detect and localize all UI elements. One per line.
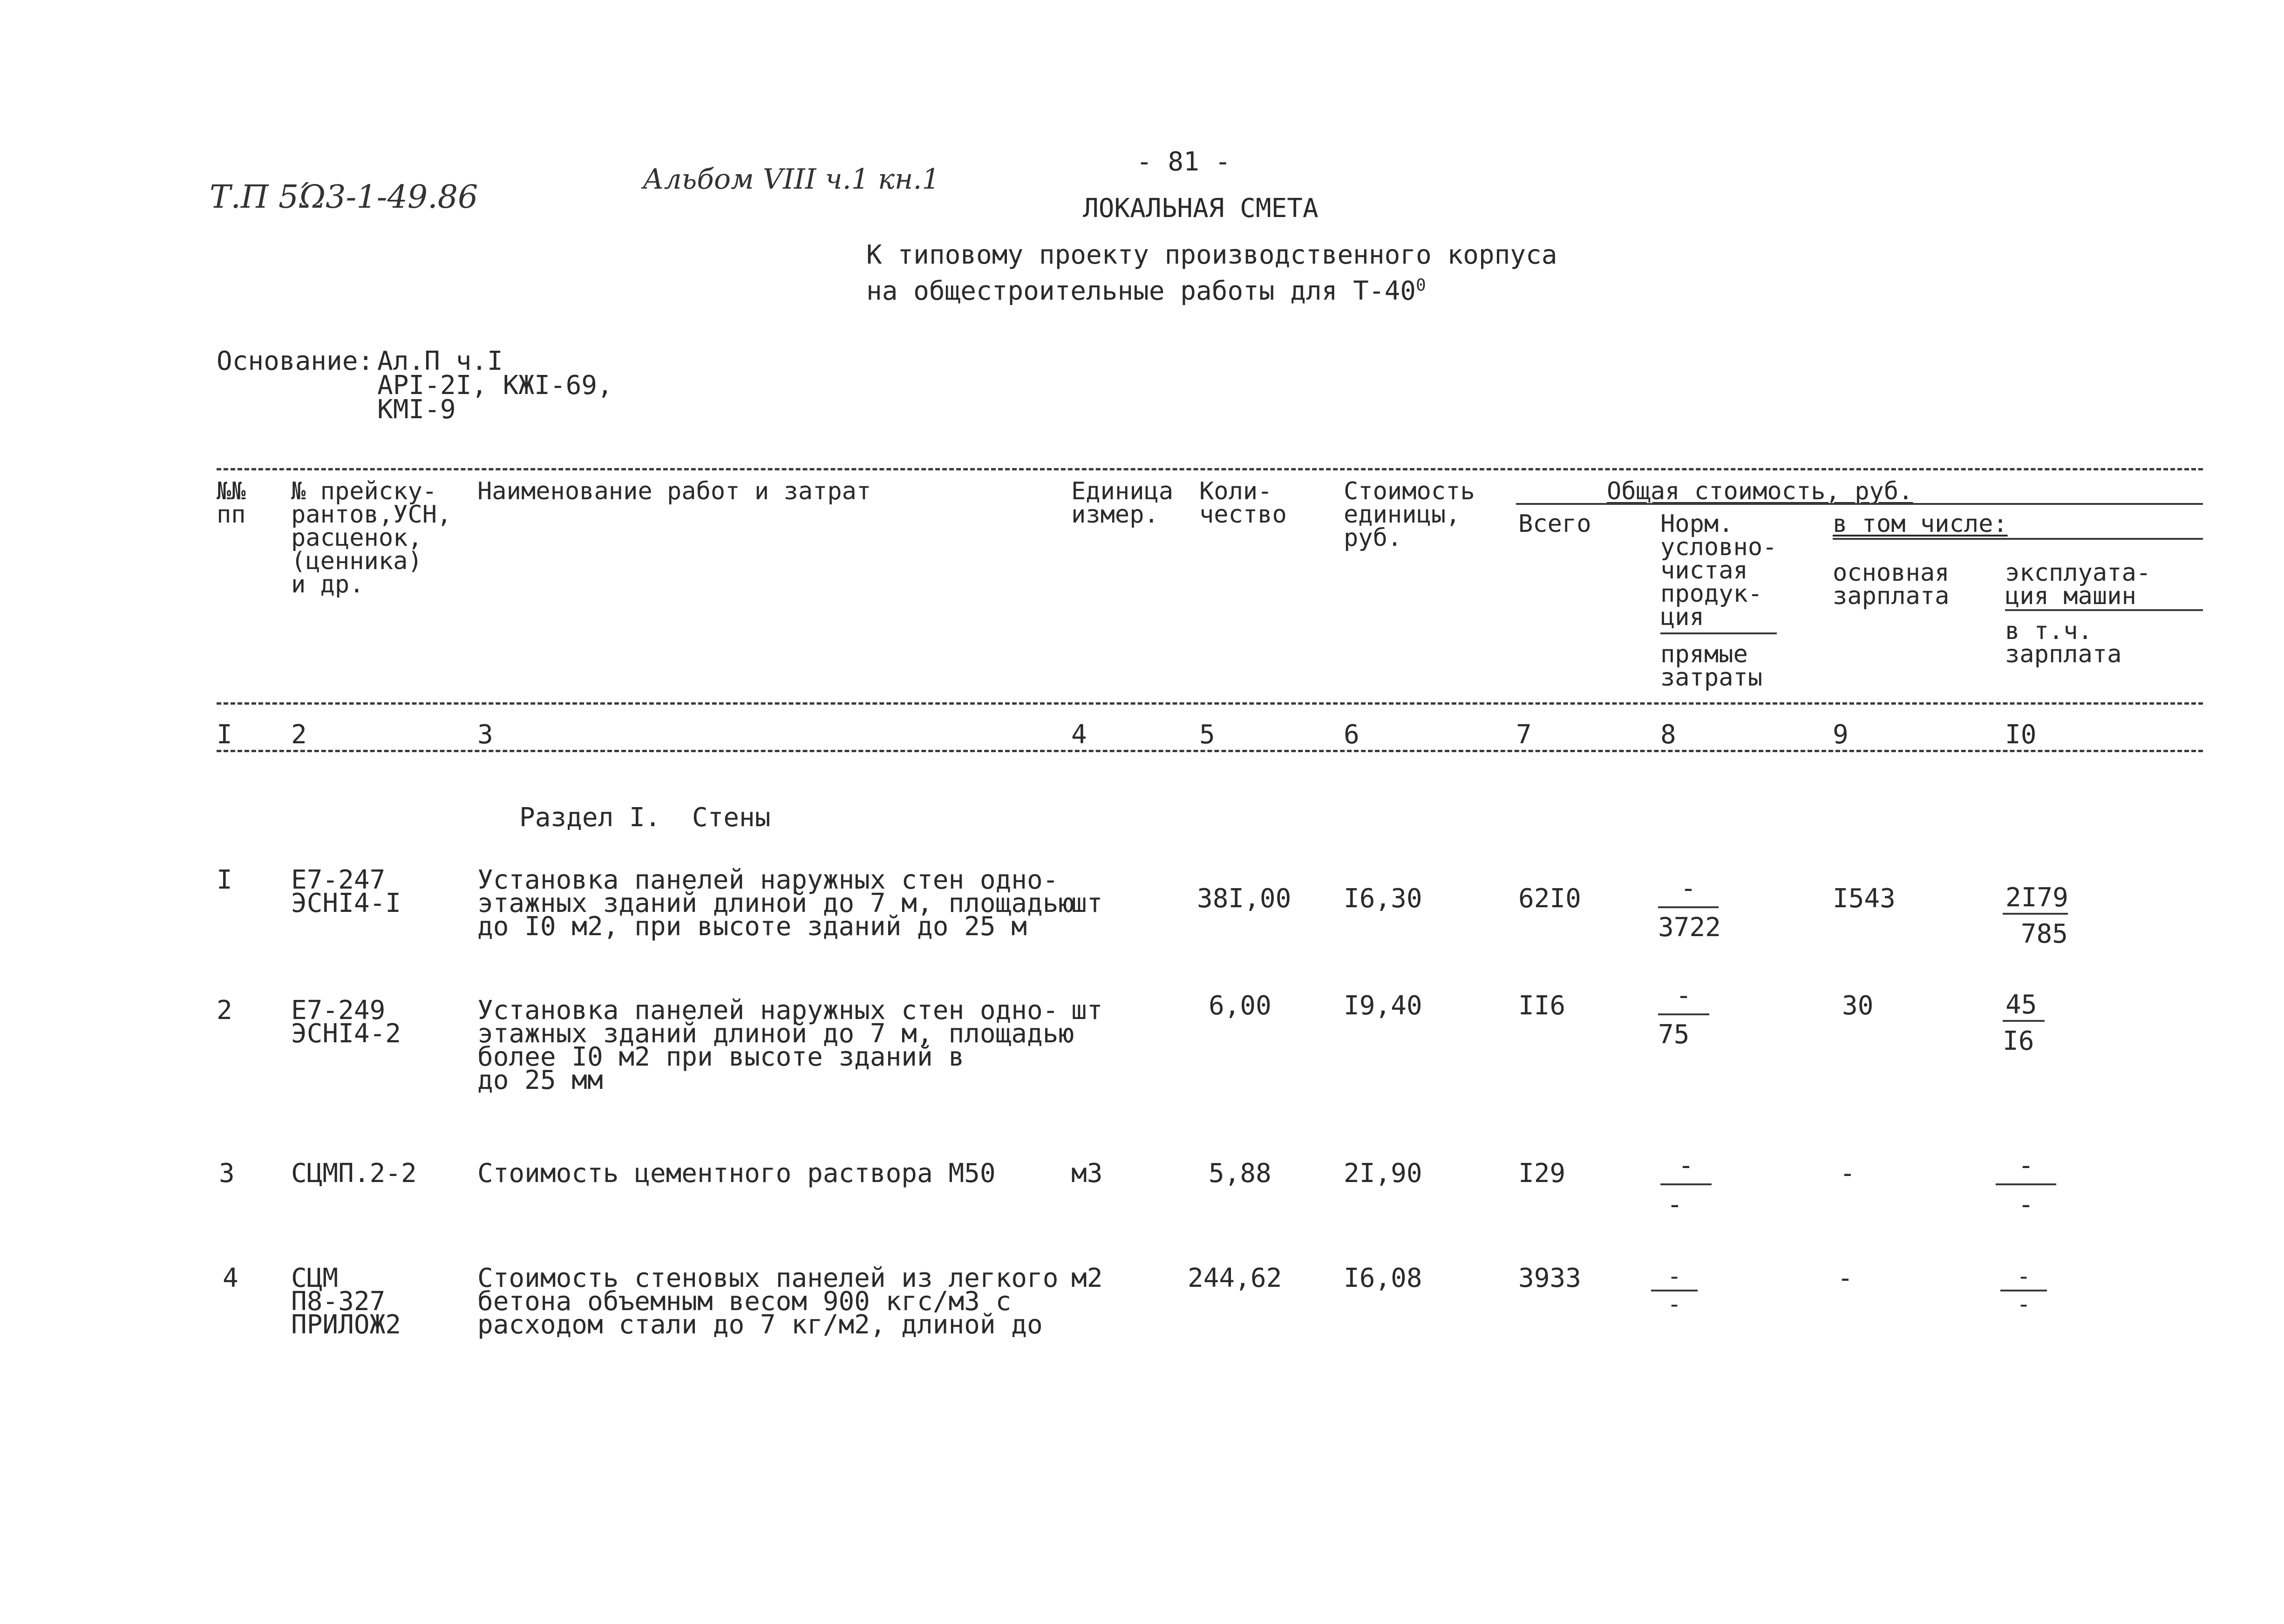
norm-product-rule [1660, 632, 1777, 634]
row-machines-cost: 45 [2003, 992, 2045, 1022]
col-number-5: 5 [1199, 720, 1215, 750]
basis-label: Основание: [217, 346, 374, 376]
header-col-code: № прейску- рантов,УСН, расценок, (ценника) и др. [291, 477, 452, 598]
row-qty: 6,00 [1209, 991, 1271, 1021]
header-col-name: Наименование работ и затрат [477, 477, 871, 505]
degree-superscript: 0 [1416, 276, 1426, 295]
row-code: Е7-247 ЭСНI4-I [291, 865, 401, 918]
row-machines-salary: I6 [2003, 1026, 2034, 1056]
row-name: Установка панелей наружных стен одно- этажных зданий длиной до 7 м, площадью более I0 м2 при высоте зданий в до 25 мм [477, 995, 1074, 1095]
row-name: Стоимость цементного раствора М50 [477, 1158, 996, 1189]
row-number: 2 [217, 995, 232, 1026]
row-qty: 244,62 [1188, 1263, 1282, 1293]
row-norm-direct [1660, 1150, 1712, 1220]
header-col-machines-salary: в т.ч. зарплата [2005, 617, 2122, 668]
col-number-1: I [217, 720, 232, 750]
row-unit: шт [1071, 888, 1103, 918]
row-number: 3 [219, 1158, 235, 1189]
col-number-4: 4 [1071, 720, 1087, 750]
header-general-cost: Общая стоимость, руб. [1607, 477, 1913, 505]
row-unit: шт [1071, 995, 1103, 1026]
row-total: 62I0 [1518, 883, 1581, 914]
row-direct-costs: 75 [1658, 1019, 1690, 1050]
row-norm-product: - [1658, 876, 1719, 908]
row-price: I6,30 [1344, 883, 1422, 914]
row-number: I [217, 865, 232, 895]
machines-rule [2005, 609, 2203, 611]
row-direct-costs: 3722 [1658, 912, 1721, 943]
row-code: Е7-249 ЭСНI4-2 [291, 995, 401, 1049]
row-direct-costs: - [1667, 1189, 1683, 1220]
row-unit: м2 [1071, 1263, 1103, 1293]
row-base-salary: - [1837, 1263, 1853, 1293]
row-price: 2I,90 [1344, 1158, 1422, 1189]
column-numbers-rule [217, 750, 2203, 752]
row-machines-cost: 2I79 [2003, 885, 2068, 915]
row-machines-cost: - [2000, 1264, 2047, 1291]
row-norm-direct [1651, 1264, 1698, 1316]
row-number: 4 [223, 1263, 238, 1293]
row-name: Стоимость стеновых панелей из легкого бетона объемным весом 900 кгс/м3 с расходом стали до 7 кг/м2, длиной до [477, 1263, 1059, 1340]
row-machines [2003, 992, 2045, 1054]
row-total: 3933 [1518, 1263, 1581, 1293]
general-cost-rule [1516, 503, 2203, 505]
row-norm-direct [1658, 873, 1721, 943]
row-machines [1996, 1150, 2056, 1220]
header-col-number: №№ пп [217, 477, 246, 529]
row-total: II6 [1518, 991, 1566, 1021]
basis-line-3: КМI-9 [377, 394, 456, 425]
basis-line-2: АРI-2I, КЖI-69, [377, 370, 613, 401]
row-qty: 38I,00 [1197, 883, 1292, 914]
col-number-7: 7 [1516, 720, 1532, 750]
row-norm-product: - [1651, 1264, 1698, 1291]
header-col-total: Всего [1518, 510, 1591, 538]
row-name: Установка панелей наружных стен одно- этажных зданий длиной до 7 м, площадью до I0 м2, при высоте зданий до 25 м [477, 865, 1074, 942]
row-machines-cost: - [1996, 1153, 2056, 1185]
row-code: СЦМ П8-327 ПРИЛОЖ2 [291, 1263, 401, 1340]
col-number-3: 3 [477, 720, 493, 750]
album-note: Альбом VIII ч.1 кн.1 [643, 163, 940, 196]
header-including: в том числе: [1833, 510, 2008, 538]
header-col-norm-product: Норм. условно- чистая продук- ция [1660, 510, 1777, 631]
header-col-qty: Коли- чество [1199, 477, 1287, 529]
col-number-8: 8 [1660, 720, 1676, 750]
row-norm-direct [1658, 980, 1709, 1050]
row-machines-salary: - [2016, 1291, 2031, 1318]
row-base-salary: - [1840, 1158, 1856, 1189]
row-price: I9,40 [1344, 991, 1422, 1021]
including-rule [1833, 538, 2203, 540]
document-title: ЛОКАЛЬНАЯ СМЕТА [1083, 193, 1319, 224]
row-code: СЦМП.2-2 [291, 1158, 417, 1189]
col-number-9: 9 [1833, 720, 1849, 750]
section-title: Раздел I. Стены [519, 802, 771, 833]
col-number-2: 2 [291, 720, 307, 750]
row-machines-salary: - [2018, 1189, 2034, 1220]
basis-line-1: Ал.П ч.I [377, 346, 503, 376]
header-col-unit: Единица измер. [1071, 477, 1174, 529]
handwritten-reference: Т.П 5Ώ3-1-49.86 [210, 179, 478, 216]
row-price: I6,08 [1344, 1263, 1422, 1293]
row-direct-costs: - [1667, 1291, 1682, 1318]
header-col-base-salary: основная зарплата [1833, 559, 1950, 610]
row-base-salary: I543 [1833, 883, 1896, 914]
header-col-direct-costs: прямые затраты [1660, 640, 1763, 692]
table-top-rule [217, 468, 2203, 470]
row-norm-product: - [1660, 1153, 1712, 1185]
row-base-salary: 30 [1842, 991, 1874, 1021]
col-number-10: I0 [2005, 720, 2037, 750]
header-col-price: Стоимость единицы, руб. [1344, 477, 1475, 552]
row-machines [2000, 1264, 2047, 1316]
row-unit: м3 [1071, 1158, 1103, 1189]
header-bottom-rule [217, 702, 2203, 705]
page-number: - 81 - [1136, 147, 1231, 177]
col-number-6: 6 [1344, 720, 1360, 750]
row-qty: 5,88 [1209, 1158, 1271, 1189]
subtitle-line-1: К типовому проекту производственного корпуса [866, 240, 1557, 270]
header-col-machines: эксплуата- ция машин [2005, 559, 2151, 610]
row-machines-salary: 785 [2020, 919, 2068, 949]
row-total: I29 [1518, 1158, 1566, 1189]
row-norm-product: - [1658, 983, 1709, 1015]
subtitle-line-2: на общестроительные работы для $Т-40^0$ [866, 276, 1426, 306]
row-machines [2003, 885, 2068, 947]
